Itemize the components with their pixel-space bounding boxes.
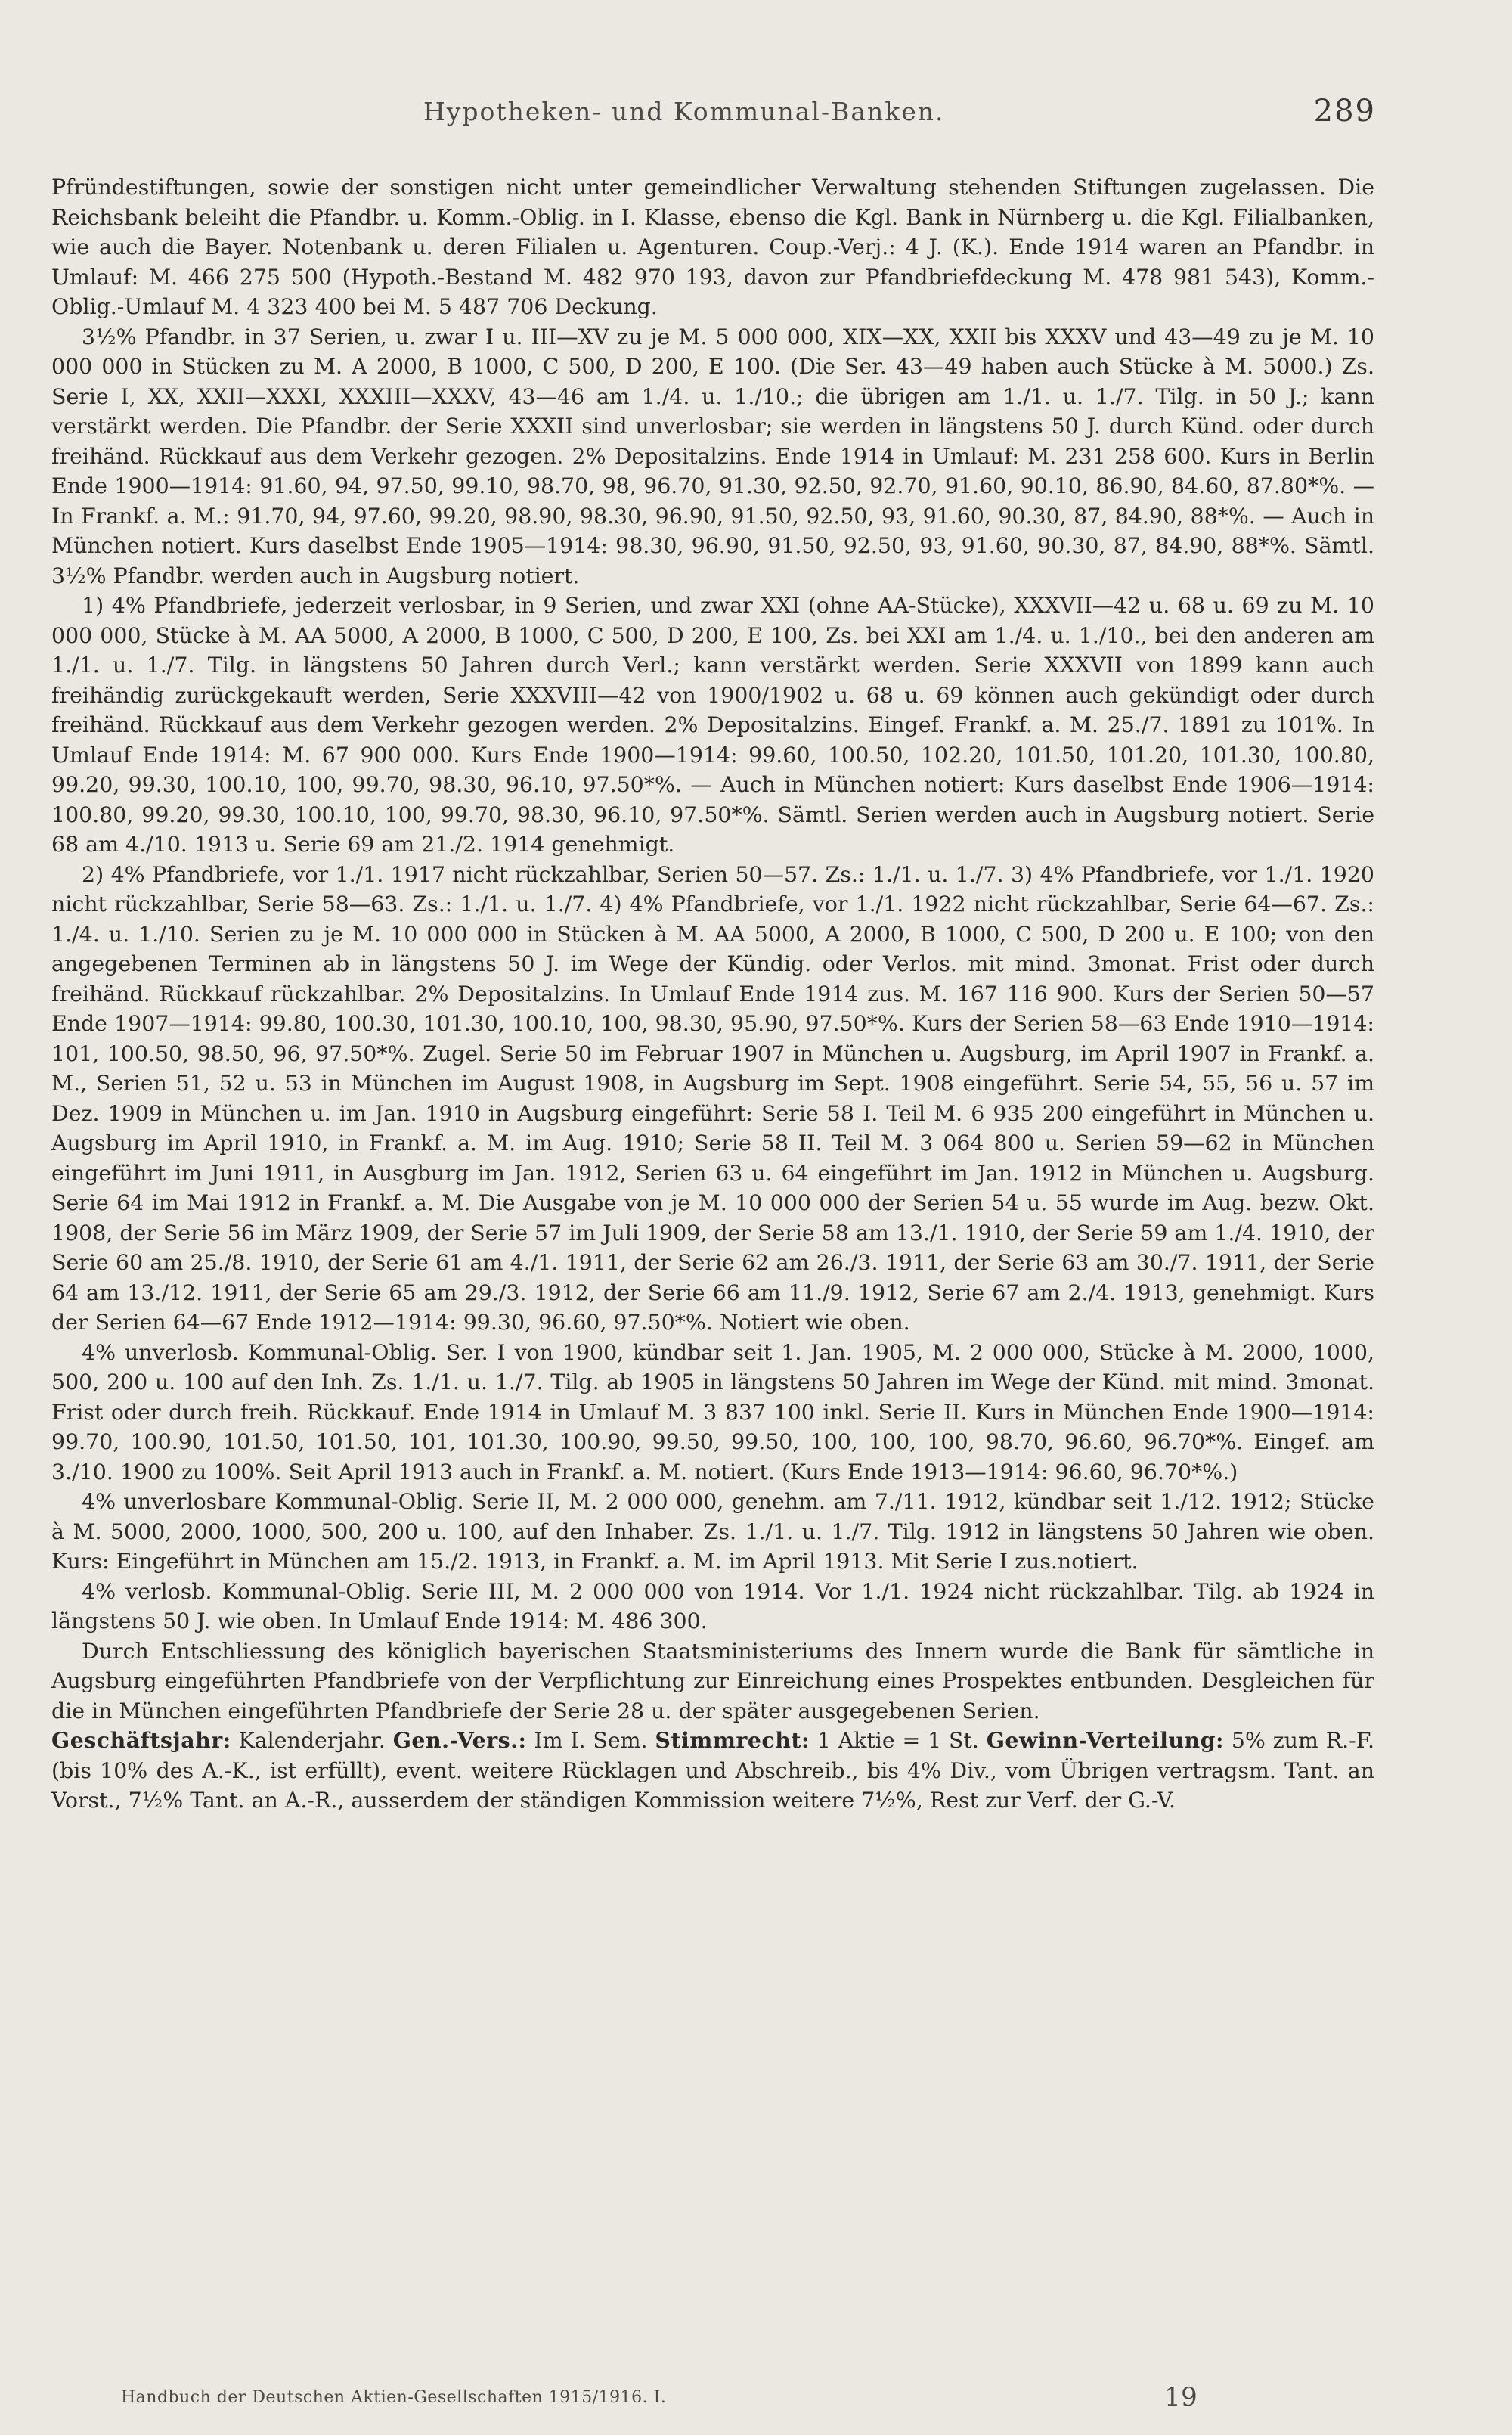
label-gewinn-verteilung: Gewinn-Verteilung: bbox=[986, 1727, 1225, 1753]
label-stimmrecht: Stimmrecht: bbox=[655, 1727, 810, 1753]
paragraph-geschaeftsjahr bbox=[51, 1726, 1374, 1816]
page-number: 289 bbox=[1313, 94, 1376, 129]
label-gen-vers: Gen.-Vers.: bbox=[392, 1727, 527, 1753]
label-geschaeftsjahr: Geschäftsjahr: bbox=[51, 1727, 231, 1753]
header-title: Hypotheken- und Kommunal-Banken. bbox=[423, 97, 945, 126]
text-stimmrecht: 1 Aktie = 1 St. bbox=[809, 1728, 987, 1753]
paragraph-kommunal-oblig-ser-1: 4% unverlosb. Kommunal-Oblig. Ser. I von 1900, kündbar seit 1. Jan. 1905, M. 2 000 000, Stücke à M. 2000, 1000, 500, 200 u. 100 auf den Inh. Zs. 1./1. u. 1./7. Tilg. ab 1905 in längstens 50 Jahren im Wege der Künd. mit mind. 3monat. Frist oder durch freih. Rückkauf. Ende 1914 in Umlauf M. 3 837 100 inkl. Serie II. Kurs in München Ende 1900—1914: 99.70, 100.90, 101.50, 101.50, 101, 101.30, 100.90, 99.50, 99.50, 100, 100, 100, 98.70, 96.60, 96.70*%. Eingef. am 3./10. 1900 zu 100%. Seit April 1913 auch in Frankf. a. M. notiert. (Kurs Ende 1913—1914: 96.60, 96.70*%.) bbox=[51, 1339, 1374, 1484]
paragraph-pfandbriefe-3-5: 3½% Pfandbr. in 37 Serien, u. zwar I u. III—XV zu je M. 5 000 000, XIX—XX, XXII bis XXXV und 43—49 zu je M. 10 000 000 in Stücken zu M. A 2000, B 1000, C 500, D 200, E 100. (Die Ser. 43—49 haben auch Stücke à M. 5000.) Zs. Serie I, XX, XXII—XXXI, XXXIII—XXXV, 43—46 am 1./4. u. 1./10.; die übrigen am 1./1. u. 1./7. Tilg. in 50 J.; kann verstärkt werden. Die Pfandbr. der Serie XXXII sind unverlosbar; sie werden in längstens 50 J. durch Künd. oder durch freihänd. Rückkauf aus dem Verkehr gezogen. 2% Depositalzins. Ende 1914 in Umlauf: M. 231 258 600. Kurs in Berlin Ende 1900—1914: 91.60, 94, 97.50, 99.10, 98.70, 98, 96.70, 91.30, 92.50, 92.70, 91.60, 90.10, 86.90, 84.60, 87.80*%. — In Frankf. a. M.: 91.70, 94, 97.60, 99.20, 98.90, 98.30, 96.90, 91.50, 92.50, 93, 91.60, 90.30, 87, 84.90, 88*%. — Auch in München notiert. Kurs daselbst Ende 1905—1914: 98.30, 96.90, 91.50, 92.50, 93, 91.60, 90.30, 87, 84.90, 88*%. Sämtl. 3½% Pfandbr. werden auch in Augsburg notiert. bbox=[51, 324, 1374, 588]
sheet-number: 19 bbox=[1164, 2382, 1198, 2412]
footer-signature: Handbuch der Deutschen Aktien-Gesellschaften 1915/1916. I. bbox=[121, 2388, 667, 2407]
text-gewinn-verteilung: 5% zum R.-F. (bis 10% des A.-K., ist erfüllt), event. weitere Rücklagen und Abschreib., bis 4% Div., vom Übrigen vertragsm. Tant. an Vorst., 7½% Tant. an A.-R., ausserdem der ständigen Kommission weitere 7½%, Rest zur Verf. der G.-V. bbox=[51, 1728, 1375, 1813]
body-text bbox=[51, 172, 1374, 1816]
paragraph-pfandbriefe-4-verlosbar: 1) 4% Pfandbriefe, jederzeit verlosbar, in 9 Serien, und zwar XXI (ohne AA-Stücke), XXXVII—42 u. 68 u. 69 zu M. 10 000 000, Stücke à M. AA 5000, A 2000, B 1000, C 500, D 200, E 100, Zs. bei XXI am 1./4. u. 1./10., bei den anderen am 1./1. u. 1./7. Tilg. in längstens 50 Jahren durch Verl.; kann verstärkt werden. Serie XXXVII von 1899 kann auch freihändig zurückgekauft werden, Serie XXXVIII—42 von 1900/1902 u. 68 u. 69 können auch gekündigt oder durch freihänd. Rückkauf aus dem Verkehr gezogen werden. 2% Depositalzins. Eingef. Frankf. a. M. 25./7. 1891 zu 101%. In Umlauf Ende 1914: M. 67 900 000. Kurs Ende 1900—1914: 99.60, 100.50, 102.20, 101.50, 101.20, 101.30, 100.80, 99.20, 99.30, 100.10, 100, 99.70, 98.30, 96.10, 97.50*%. — Auch in München notiert: Kurs daselbst Ende 1906—1914: 100.80, 99.20, 99.30, 100.10, 100, 99.70, 98.30, 96.10, 97.50*%. Sämtl. Serien werden auch in Augsburg notiert. Serie 68 am 4./10. 1913 u. Serie 69 am 21./2. 1914 genehmigt. bbox=[51, 593, 1374, 857]
text-gen-vers: Im I. Sem. bbox=[526, 1728, 655, 1753]
text-geschaeftsjahr: Kalenderjahr. bbox=[231, 1728, 393, 1753]
paragraph-pfandbriefe-4-serien: 2) 4% Pfandbriefe, vor 1./1. 1917 nicht rückzahlbar, Serien 50—57. Zs.: 1./1. u. 1./7. 3) 4% Pfandbriefe, vor 1./1. 1920 nicht rückzahlbar, Serie 58—63. Zs.: 1./1. u. 1./7. 4) 4% Pfandbriefe, vor 1./1. 1922 nicht rückzahlbar, Serie 64—67. Zs.: 1./4. u. 1./10. Serien zu je M. 10 000 000 in Stücken à M. AA 5000, A 2000, B 1000, C 500, D 200 u. E 100; von den angegebenen Terminen ab in längstens 50 J. im Wege der Kündig. oder Verlos. mit mind. 3monat. Frist oder durch freihänd. Rückkauf rückzahlbar. 2% Depositalzins. In Umlauf Ende 1914 zus. M. 167 116 900. Kurs der Serien 50—57 Ende 1907—1914: 99.80, 100.30, 101.30, 100.10, 100, 98.30, 95.90, 97.50*%. Kurs der Serien 58—63 Ende 1910—1914: 101, 100.50, 98.50, 96, 97.50*%. Zugel. Serie 50 im Februar 1907 in München u. Augsburg, im April 1907 in Frankf. a. M., Serien 51, 52 u. 53 in München im August 1908, in Augsburg im Sept. 1908 eingeführt. Serie 54, 55, 56 u. 57 im Dez. 1909 in München u. im Jan. 1910 in Augsburg eingeführt: Serie 58 I. Teil M. 6 935 200 eingeführt in München u. Augsburg im April 1910, in Frankf. a. M. im Aug. 1910; Serie 58 II. Teil M. 3 064 800 u. Serien 59—62 in München eingeführt im Juni 1911, in Ausgburg im Jan. 1912, Serien 63 u. 64 eingeführt im Jan. 1912 in München u. Augsburg. Serie 64 im Mai 1912 in Frankf. a. M. Die Ausgabe von je M. 10 000 000 der Serien 54 u. 55 wurde im Aug. bezw. Okt. 1908, der Serie 56 im März 1909, der Serie 57 im Juli 1909, der Serie 58 am 13./1. 1910, der Serie 59 am 1./4. 1910, der Serie 60 am 25./8. 1910, der Serie 61 am 4./1. 1911, der Serie 62 am 26./3. 1911, der Serie 63 am 30./7. 1911, der Serie 64 am 13./12. 1911, der Serie 65 am 29./3. 1912, der Serie 66 am 11./9. 1912, Serie 67 am 2./4. 1913, genehmigt. Kurs der Serien 64—67 Ende 1912—1914: 99.30, 96.60, 97.50*%. Notiert wie oben. bbox=[51, 861, 1374, 1335]
paragraph-entschliessung: Durch Entschliessung des königlich bayerischen Staatsministeriums des Innern wurde die Bank für sämtliche in Augsburg eingeführten Pfandbriefe von der Verpflichtung zur Einreichung eines Prospektes entbunden. Desgleichen für die in München eingeführten Pfandbriefe der Serie 28 u. der später ausgegebenen Serien. bbox=[51, 1638, 1374, 1723]
paragraph-kommunal-oblig-ser-2: 4% unverlosbare Kommunal-Oblig. Serie II, M. 2 000 000, genehm. am 7./11. 1912, kündbar seit 1./12. 1912; Stücke à M. 5000, 2000, 1000, 500, 200 u. 100, auf den Inhaber. Zs. 1./1. u. 1./7. Tilg. 1912 in längstens 50 Jahren wie oben. Kurs: Eingeführt in München am 15./2. 1913, in Frankf. a. M. im April 1913. Mit Serie I zus.notiert. bbox=[51, 1489, 1374, 1574]
paragraph-stiftungen: Pfründestiftungen, sowie der sonstigen nicht unter gemeindlicher Verwaltung stehenden Stiftungen zugelassen. Die Reichsbank beleiht die Pfandbr. u. Komm.-Oblig. in I. Klasse, ebenso die Kgl. Bank in Nürnberg u. die Kgl. Filialbanken, wie auch die Bayer. Notenbank u. deren Filialen u. Agenturen. Coup.-Verj.: 4 J. (K.). Ende 1914 waren an Pfandbr. in Umlauf: M. 466 275 500 (Hypoth.-Bestand M. 482 970 193, davon zur Pfandbriefdeckung M. 478 981 543), Komm.-Oblig.-Umlauf M. 4 323 400 bei M. 5 487 706 Deckung. bbox=[51, 175, 1374, 319]
paragraph-kommunal-oblig-ser-3: 4% verlosb. Kommunal-Oblig. Serie III, M. 2 000 000 von 1914. Vor 1./1. 1924 nicht rückzahlbar. Tilg. ab 1924 in längstens 50 J. wie oben. In Umlauf Ende 1914: M. 486 300. bbox=[51, 1578, 1374, 1633]
